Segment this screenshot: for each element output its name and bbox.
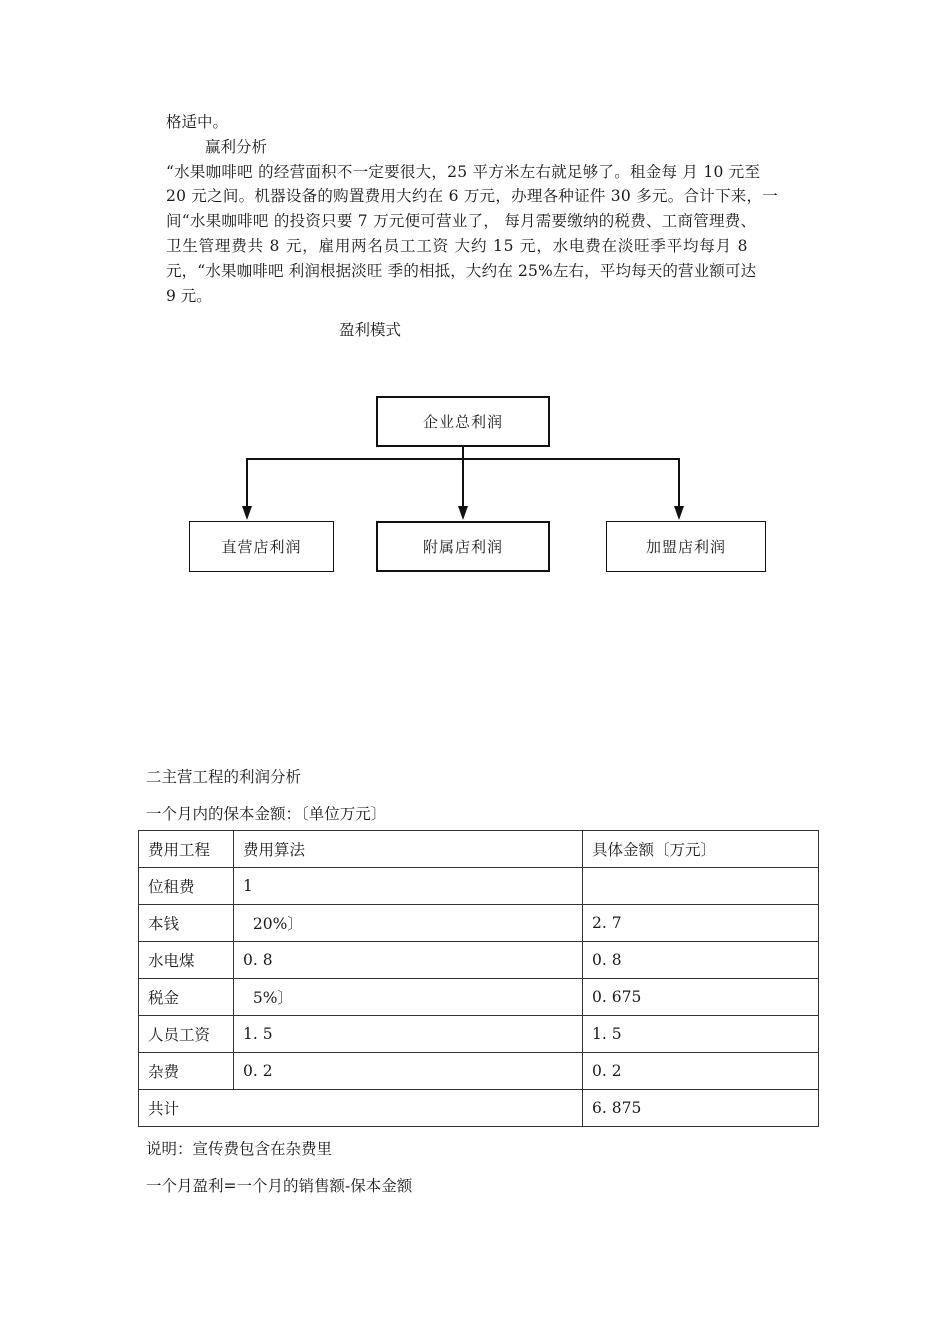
table-cell: 人员工资 [139, 1016, 234, 1053]
diagram-child-label-franchise: 加盟店利润 [645, 538, 726, 556]
diagram-child-box-affiliate [376, 521, 550, 572]
table-cell: 20%〕 [234, 905, 583, 942]
table-header-cell: 具体金额〔万元〕 [583, 831, 819, 868]
diagram-title: 盈利模式 [339, 321, 402, 339]
connector-left-stem [246, 458, 248, 508]
diagram-child-box-franchise [606, 521, 766, 572]
table-cell: 杂费 [139, 1053, 234, 1090]
arrow-down-icon [242, 506, 252, 520]
table-cell: 1 [234, 868, 583, 905]
table-header-cell: 费用工程 [139, 831, 234, 868]
table-row [139, 905, 819, 942]
table-row [139, 1016, 819, 1053]
table-cell: 1. 5 [583, 1016, 819, 1053]
table-total-row [139, 1090, 819, 1127]
table-row [139, 942, 819, 979]
connector-right-stem [678, 458, 680, 508]
formula-text: 一个月盈利=一个月的销售额-保本金额 [146, 1177, 413, 1195]
table-cell: 水电煤 [139, 942, 234, 979]
profit-analysis-heading: 赢利分析 [205, 138, 268, 156]
diagram-child-label-direct: 直营店利润 [221, 538, 302, 556]
table-total-value: 6. 875 [583, 1090, 819, 1127]
paragraph-line-4: 卫生管理费共 8 元，雇用两名员工工资 大约 15 元，水电费在淡旺季平均每月 8 [166, 237, 749, 255]
section-heading: 二主营工程的利润分析 [146, 768, 302, 786]
paragraph-line-2: 20 元之间。机器设备的购置费用大约在 6 万元，办理各种证件 30 多元。合计下来，一 [166, 187, 778, 205]
table-cell: 0. 2 [234, 1053, 583, 1090]
breakeven-cost-table [138, 830, 819, 1127]
table-cell: 位租费 [139, 868, 234, 905]
table-cell: 0. 2 [583, 1053, 819, 1090]
arrow-down-icon [458, 506, 468, 520]
paragraph-line-6: 9 元。 [166, 287, 212, 305]
table-cell: 税金 [139, 979, 234, 1016]
table-header-row [139, 831, 819, 868]
table-cell: 本钱 [139, 905, 234, 942]
diagram-root-box [376, 396, 550, 447]
diagram-root-label: 企业总利润 [422, 413, 503, 431]
table-cell: 1. 5 [234, 1016, 583, 1053]
table-cell: 0. 8 [583, 942, 819, 979]
table-total-label: 共计 [139, 1090, 583, 1127]
table-row [139, 868, 819, 905]
arrow-down-icon [674, 506, 684, 520]
diagram-child-label-affiliate: 附属店利润 [422, 538, 503, 556]
section-subheading: 一个月内的保本金额：〔单位万元〕 [146, 805, 387, 823]
connector-center-stem [462, 458, 464, 508]
table-cell: 0. 675 [583, 979, 819, 1016]
note-text: 说明：宣传费包含在杂费里 [146, 1140, 333, 1158]
paragraph-line-1: “水果咖啡吧 的经营面积不一定要很大，25 平方米左右就足够了。租金每 月 10 元至 [166, 163, 761, 181]
table-row [139, 979, 819, 1016]
table-cell [583, 868, 819, 905]
table-cell: 5%〕 [234, 979, 583, 1016]
table-cell: 0. 8 [234, 942, 583, 979]
diagram-child-box-direct [189, 521, 334, 572]
table-cell: 2. 7 [583, 905, 819, 942]
paragraph-line-5: 元，“水果咖啡吧 利润根据淡旺 季的相抵，大约在 25%左右，平均每天的营业额可达 [166, 262, 757, 280]
table-row [139, 1053, 819, 1090]
paragraph-line-3: 间“水果咖啡吧 的投资只要 7 万元便可营业了， 每月需要缴纳的税费、工商管理费、 [166, 212, 757, 230]
table-header-cell: 费用算法 [234, 831, 583, 868]
text-fragment: 格适中。 [166, 113, 229, 131]
